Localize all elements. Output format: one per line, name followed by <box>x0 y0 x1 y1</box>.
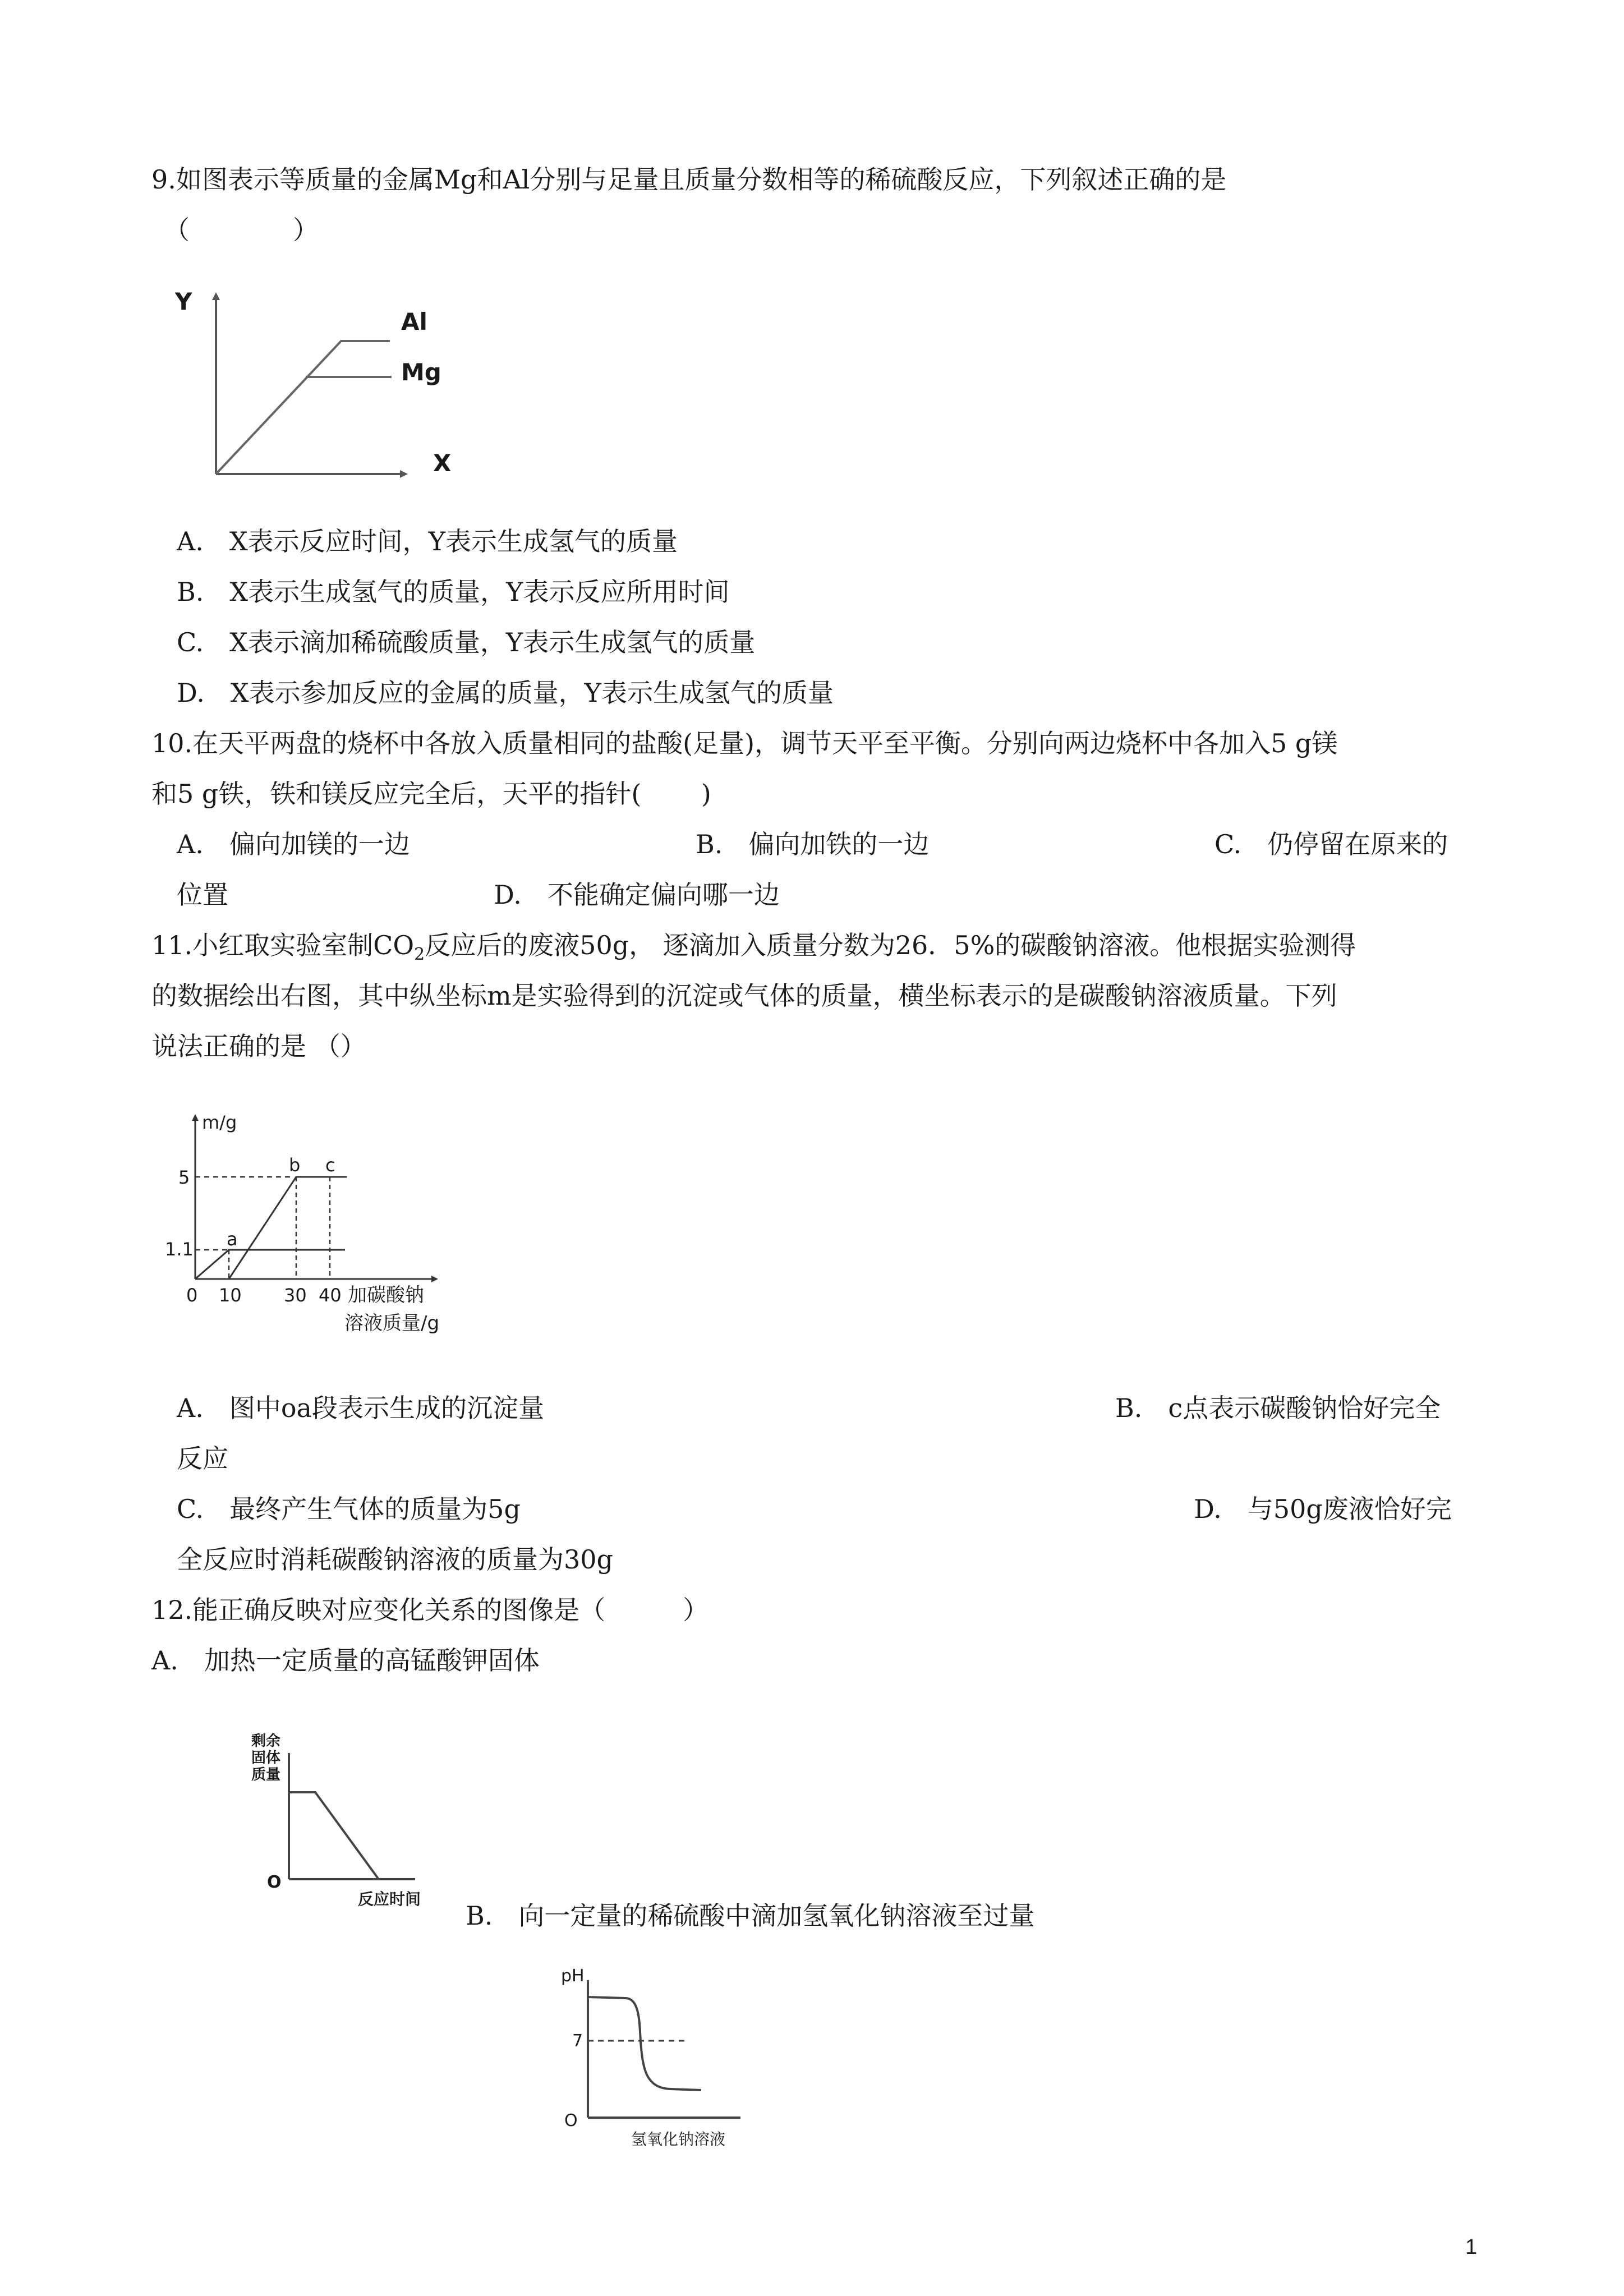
q11-option-b: B. c点表示碳酸钠恰好完全 <box>1115 1393 1441 1423</box>
q12a-origin: O <box>267 1872 282 1892</box>
q12-option-b: B. 向一定量的稀硫酸中滴加氢氧化钠溶液至过量 <box>466 1901 1035 1931</box>
q11-option-d: D. 与50g废液恰好完 <box>1194 1494 1452 1524</box>
q9-label-mg: Mg <box>401 358 441 386</box>
q10-option-c: C. 仍停留在原来的 <box>1214 829 1448 859</box>
q12a-y-label-4: 质 <box>251 1766 266 1783</box>
q9-y-label: Y <box>175 288 192 315</box>
q12-stem: 12.能正确反映对应变化关系的图像是（ ） <box>151 1595 709 1625</box>
q11-y-label: m/g <box>202 1112 237 1133</box>
q11-stem-part1: 11.小红取实验室制CO <box>151 930 415 960</box>
q10-option-a: A. 偏向加镁的一边 <box>177 829 410 859</box>
q11-x-tick-0: 0 <box>186 1285 198 1306</box>
q11-x-label-2: 溶液质量/g <box>344 1312 440 1335</box>
q11-x-tick-30: 30 <box>284 1285 307 1306</box>
q10-stem-line2: 和5 g铁，铁和镁反应完全后，天平的指针( ) <box>151 779 711 809</box>
q11-stem-line2: 的数据绘出右图，其中纵坐标m是实验得到的沉淀或气体的质量，横坐标表示的是碳酸钠溶液质量。下列 <box>151 981 1337 1011</box>
q11-precipitate-line <box>229 1177 347 1279</box>
q11-point-c: c <box>325 1154 335 1176</box>
q12b-x-label: 氢氧化钠溶液 <box>631 2130 726 2148</box>
q11-x-label-1: 加碳酸钠 <box>348 1284 424 1306</box>
q11-option-d-cont: 全反应时消耗碳酸钠溶液的质量为30g <box>177 1544 613 1575</box>
q11-figure <box>157 1105 471 1346</box>
q11-x-tick-40: 40 <box>319 1285 342 1306</box>
q9-label-al: Al <box>401 308 427 335</box>
q11-x-tick-10: 10 <box>219 1285 242 1306</box>
q11-stem-line3: 说法正确的是 （） <box>151 1031 366 1061</box>
q12-figure-a <box>224 1728 449 1913</box>
q12a-y-label-5: 量 <box>266 1766 281 1783</box>
q12-figure-b <box>561 1958 785 2165</box>
q11-option-a: A. 图中oa段表示生成的沉淀量 <box>177 1393 544 1423</box>
q12b-ph-curve <box>588 1997 701 2090</box>
q11-y-tick-5: 5 <box>178 1167 190 1188</box>
q11-point-b: b <box>289 1154 301 1176</box>
q9-option-d: D. X表示参加反应的金属的质量，Y表示生成氢气的质量 <box>177 678 834 708</box>
q12b-tick-7: 7 <box>572 2031 583 2051</box>
q9-option-c: C. X表示滴加稀硫酸质量，Y表示生成氢气的质量 <box>177 627 756 657</box>
q9-line-al <box>216 341 390 474</box>
q11-option-c: C. 最终产生气体的质量为5g <box>177 1494 521 1524</box>
q12a-y-label-1: 余 <box>266 1733 281 1750</box>
q11-option-b-cont: 反应 <box>177 1443 228 1474</box>
q12a-curve <box>289 1792 379 1879</box>
q9-option-a: A. X表示反应时间，Y表示生成氢气的质量 <box>177 526 678 556</box>
q9-answer-paren: （ ） <box>164 215 319 245</box>
q10-stem-line1: 10.在天平两盘的烧杯中各放入质量相同的盐酸(足量)，调节天平至平衡。分别向两边烧杯中各加入5 g镁 <box>151 728 1338 758</box>
q11-co2-subscript: 2 <box>414 945 425 965</box>
q11-stem-line1 <box>151 928 1356 972</box>
q12a-y-label-3: 体 <box>266 1750 281 1766</box>
q11-y-tick-1.1: 1.1 <box>165 1239 194 1260</box>
q11-gas-line <box>195 1250 345 1279</box>
q9-figure <box>163 280 477 494</box>
q12a-y-label-2: 固 <box>251 1750 266 1766</box>
q11-point-a: a <box>227 1228 238 1250</box>
q10-option-d: D. 不能确定偏向哪一边 <box>494 880 780 910</box>
q12-option-a: A. 加热一定质量的高锰酸钾固体 <box>151 1645 540 1676</box>
q12b-origin: O <box>564 2111 578 2131</box>
q10-option-b: B. 偏向加铁的一边 <box>696 829 930 859</box>
q12a-x-label: 反应时间 <box>358 1890 421 1908</box>
q12b-y-label: pH <box>561 1966 585 1986</box>
q9-x-label: X <box>433 449 452 477</box>
q12a-y-label-0: 剩 <box>251 1733 266 1750</box>
q9-option-b: B. X表示生成氢气的质量，Y表示反应所用时间 <box>177 577 730 607</box>
q11-stem-part2: 反应后的废液50g， 逐滴加入质量分数为26．5%的碳酸钠溶液。他根据实验测得 <box>425 930 1356 960</box>
page-number: 1 <box>1465 2235 1478 2259</box>
q10-option-c-cont: 位置 <box>177 880 228 910</box>
q9-stem: 9.如图表示等质量的金属Mg和Al分别与足量且质量分数相等的稀硫酸反应，下列叙述正确的是 <box>151 164 1227 195</box>
